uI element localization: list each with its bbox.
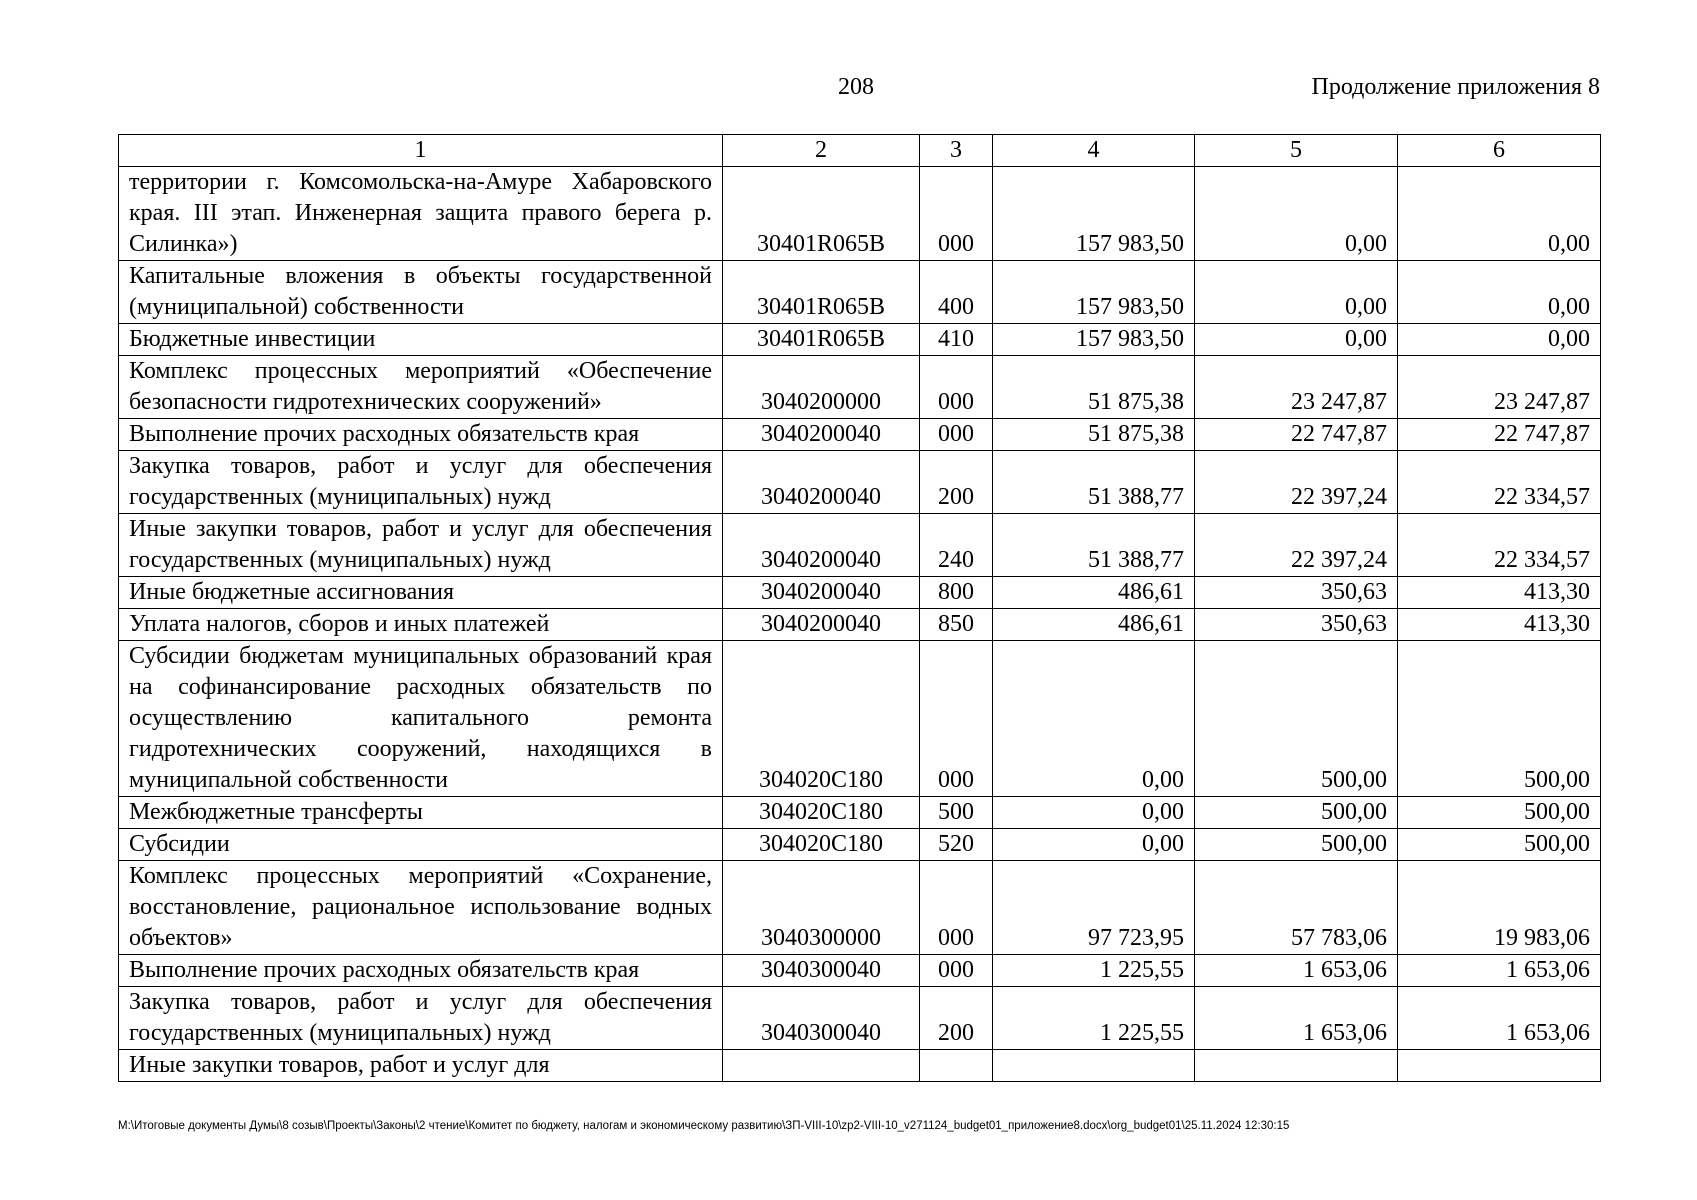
row-code-cell: 3040200040	[723, 451, 920, 514]
footer-file-path: M:\Итоговые документы Думы\8 созыв\Проекты\Законы\2 чтение\Комитет по бюджету, налогам и экономическому развитию\ЗП-VIII-10\zp2-VIII-10_v271124_budget01_приложение8.docx\org_budget01\25.11.2024 12:30:15	[118, 1120, 1290, 1132]
row-value-5-cell: 500,00	[1195, 641, 1398, 797]
row-value-4-cell: 51 875,38	[993, 356, 1195, 419]
row-value-4-cell: 1 225,55	[993, 987, 1195, 1050]
table-row	[119, 356, 1601, 419]
row-value-6-cell: 0,00	[1398, 167, 1601, 261]
table-row	[119, 167, 1601, 261]
row-code-cell	[723, 1050, 920, 1082]
row-name-cell: Иные закупки товаров, работ и услуг для	[119, 1050, 723, 1082]
row-value-6-cell: 500,00	[1398, 829, 1601, 861]
row-value-5-cell: 1 653,06	[1195, 955, 1398, 987]
table-row	[119, 324, 1601, 356]
header-cell-6: 6	[1398, 135, 1601, 167]
row-name-cell: Иные закупки товаров, работ и услуг для обеспечения государственных (муниципальных) нужд	[119, 514, 723, 577]
row-value-4-cell: 97 723,95	[993, 861, 1195, 955]
row-name-cell: Субсидии	[119, 829, 723, 861]
row-value-6-cell: 413,30	[1398, 577, 1601, 609]
row-value-5-cell: 500,00	[1195, 797, 1398, 829]
row-code-cell: 3040200040	[723, 514, 920, 577]
row-name-cell: Иные бюджетные ассигнования	[119, 577, 723, 609]
header-cell-1: 1	[119, 135, 723, 167]
row-value-5-cell: 0,00	[1195, 324, 1398, 356]
table-row	[119, 609, 1601, 641]
row-value-6-cell: 500,00	[1398, 797, 1601, 829]
row-value-5-cell: 22 397,24	[1195, 451, 1398, 514]
table-row	[119, 261, 1601, 324]
row-kvr-cell: 410	[920, 324, 993, 356]
row-value-4-cell	[993, 1050, 1195, 1082]
row-kvr-cell: 000	[920, 641, 993, 797]
row-kvr-cell: 800	[920, 577, 993, 609]
continuation-label: Продолжение приложения 8	[1311, 74, 1600, 100]
table-row	[119, 419, 1601, 451]
row-name-cell: Выполнение прочих расходных обязательств края	[119, 419, 723, 451]
row-value-4-cell: 157 983,50	[993, 167, 1195, 261]
row-value-4-cell: 0,00	[993, 797, 1195, 829]
table-row	[119, 797, 1601, 829]
row-kvr-cell	[920, 1050, 993, 1082]
row-value-6-cell: 1 653,06	[1398, 987, 1601, 1050]
row-code-cell: 3040300040	[723, 987, 920, 1050]
table-row	[119, 577, 1601, 609]
table-row	[119, 514, 1601, 577]
row-value-6-cell: 19 983,06	[1398, 861, 1601, 955]
row-code-cell: 304020С180	[723, 641, 920, 797]
table-row	[119, 451, 1601, 514]
header-cell-4: 4	[993, 135, 1195, 167]
row-value-6-cell: 22 334,57	[1398, 514, 1601, 577]
row-value-5-cell: 1 653,06	[1195, 987, 1398, 1050]
row-name-cell: территории г. Комсомольска-на-Амуре Хабаровского края. III этап. Инженерная защита правого берега р. Силинка»)	[119, 167, 723, 261]
row-code-cell: 30401R065B	[723, 167, 920, 261]
row-code-cell: 3040300040	[723, 955, 920, 987]
row-code-cell: 30401R065B	[723, 261, 920, 324]
table-header-row	[119, 135, 1601, 167]
page-number: 208	[838, 74, 874, 100]
row-value-6-cell: 0,00	[1398, 261, 1601, 324]
row-value-6-cell	[1398, 1050, 1601, 1082]
row-code-cell: 3040200040	[723, 419, 920, 451]
row-kvr-cell: 000	[920, 167, 993, 261]
row-value-6-cell: 413,30	[1398, 609, 1601, 641]
row-name-cell: Капитальные вложения в объекты государственной (муниципальной) собственности	[119, 261, 723, 324]
row-name-cell: Закупка товаров, работ и услуг для обеспечения государственных (муниципальных) нужд	[119, 451, 723, 514]
row-name-cell: Бюджетные инвестиции	[119, 324, 723, 356]
table-row	[119, 955, 1601, 987]
row-code-cell: 3040200040	[723, 577, 920, 609]
row-value-4-cell: 51 388,77	[993, 451, 1195, 514]
row-kvr-cell: 200	[920, 451, 993, 514]
row-value-4-cell: 157 983,50	[993, 324, 1195, 356]
row-value-4-cell: 486,61	[993, 577, 1195, 609]
row-kvr-cell: 850	[920, 609, 993, 641]
budget-table	[118, 134, 1601, 1082]
table-row	[119, 987, 1601, 1050]
row-value-4-cell: 0,00	[993, 641, 1195, 797]
row-kvr-cell: 000	[920, 955, 993, 987]
row-kvr-cell: 000	[920, 419, 993, 451]
row-value-5-cell	[1195, 1050, 1398, 1082]
row-name-cell: Комплекс процессных мероприятий «Сохранение, восстановление, рациональное использование водных объектов»	[119, 861, 723, 955]
row-value-6-cell: 1 653,06	[1398, 955, 1601, 987]
row-name-cell: Выполнение прочих расходных обязательств края	[119, 955, 723, 987]
table-row	[119, 641, 1601, 797]
row-value-6-cell: 0,00	[1398, 324, 1601, 356]
row-value-5-cell: 22 747,87	[1195, 419, 1398, 451]
row-value-4-cell: 157 983,50	[993, 261, 1195, 324]
row-value-4-cell: 0,00	[993, 829, 1195, 861]
table-row	[119, 861, 1601, 955]
row-code-cell: 3040200000	[723, 356, 920, 419]
row-kvr-cell: 520	[920, 829, 993, 861]
row-value-4-cell: 51 388,77	[993, 514, 1195, 577]
row-code-cell: 304020С180	[723, 829, 920, 861]
row-value-5-cell: 500,00	[1195, 829, 1398, 861]
row-name-cell: Субсидии бюджетам муниципальных образований края на софинансирование расходных обязательств по осуществлению капитального ремонта гидротехнических сооружений, находящихся в муниципальной собственности	[119, 641, 723, 797]
row-name-cell: Закупка товаров, работ и услуг для обеспечения государственных (муниципальных) нужд	[119, 987, 723, 1050]
row-kvr-cell: 000	[920, 356, 993, 419]
row-value-6-cell: 23 247,87	[1398, 356, 1601, 419]
row-value-5-cell: 57 783,06	[1195, 861, 1398, 955]
row-value-6-cell: 22 747,87	[1398, 419, 1601, 451]
table-row	[119, 1050, 1601, 1082]
row-value-4-cell: 51 875,38	[993, 419, 1195, 451]
row-name-cell: Комплекс процессных мероприятий «Обеспечение безопасности гидротехнических сооружений»	[119, 356, 723, 419]
row-kvr-cell: 400	[920, 261, 993, 324]
row-code-cell: 3040200040	[723, 609, 920, 641]
row-name-cell: Уплата налогов, сборов и иных платежей	[119, 609, 723, 641]
row-kvr-cell: 500	[920, 797, 993, 829]
row-value-5-cell: 23 247,87	[1195, 356, 1398, 419]
row-value-4-cell: 1 225,55	[993, 955, 1195, 987]
row-code-cell: 3040300000	[723, 861, 920, 955]
row-value-6-cell: 22 334,57	[1398, 451, 1601, 514]
table-row	[119, 829, 1601, 861]
row-name-cell: Межбюджетные трансферты	[119, 797, 723, 829]
row-value-6-cell: 500,00	[1398, 641, 1601, 797]
header-cell-2: 2	[723, 135, 920, 167]
row-value-5-cell: 22 397,24	[1195, 514, 1398, 577]
row-value-5-cell: 0,00	[1195, 167, 1398, 261]
row-kvr-cell: 000	[920, 861, 993, 955]
row-value-5-cell: 350,63	[1195, 609, 1398, 641]
row-value-4-cell: 486,61	[993, 609, 1195, 641]
row-kvr-cell: 240	[920, 514, 993, 577]
row-value-5-cell: 0,00	[1195, 261, 1398, 324]
row-code-cell: 30401R065B	[723, 324, 920, 356]
row-value-5-cell: 350,63	[1195, 577, 1398, 609]
header-cell-3: 3	[920, 135, 993, 167]
row-kvr-cell: 200	[920, 987, 993, 1050]
header-cell-5: 5	[1195, 135, 1398, 167]
row-code-cell: 304020С180	[723, 797, 920, 829]
